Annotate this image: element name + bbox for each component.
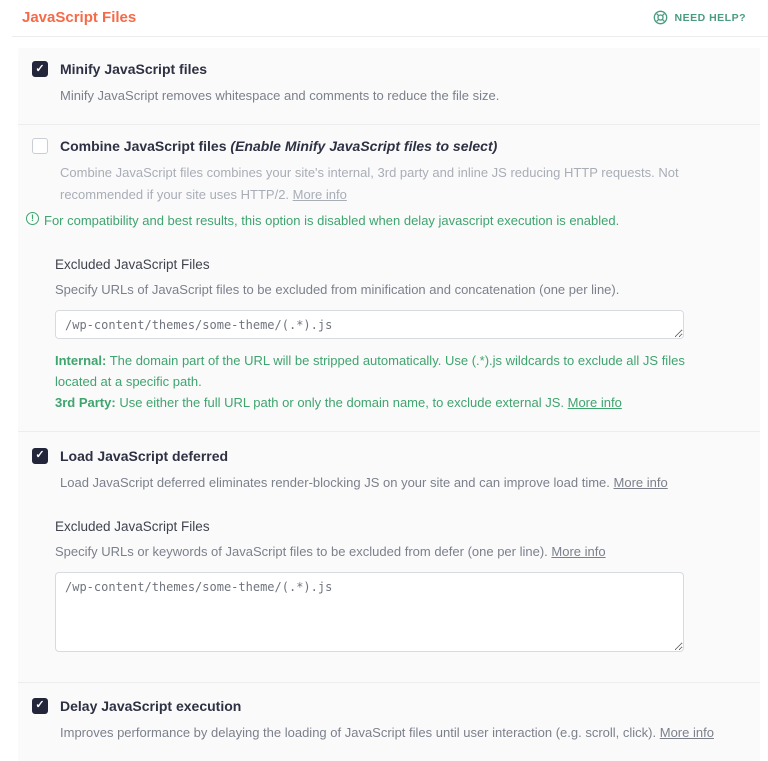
internal-hint — [55, 350, 727, 392]
delay-more-info-link[interactable]: More info — [659, 724, 714, 740]
combine-js-checkbox[interactable] — [32, 138, 48, 154]
defer-excluded-js-description — [55, 542, 744, 563]
combine-js-notice — [26, 211, 744, 231]
life-buoy-icon — [653, 10, 668, 25]
combine-js-description — [60, 162, 730, 205]
combine-js-section — [18, 125, 760, 431]
minify-excluded-js-block — [55, 257, 744, 413]
combine-js-label-text: Combine JavaScript files — [60, 138, 227, 155]
defer-js-label[interactable]: Load JavaScript deferred — [60, 447, 229, 464]
info-circle-icon: ! — [26, 212, 39, 225]
defer-excluded-js-description-text: Specify URLs or keywords of JavaScript files to be excluded from defer (one per line). — [55, 544, 548, 560]
combine-js-description-text: Combine JavaScript files combines your site's internal, 3rd party and inline JS reducing HTTP requests. Not recommended if your site uses HTTP/2. — [60, 165, 679, 202]
defer-js-description — [60, 472, 730, 493]
defer-excluded-js-label: Excluded JavaScript Files — [55, 519, 210, 535]
third-party-hint-label: 3rd Party: — [55, 394, 116, 410]
delay-js-section — [18, 683, 760, 761]
header-divider — [12, 36, 768, 37]
delay-js-label[interactable]: Delay JavaScript execution — [60, 697, 242, 714]
delay-js-description — [60, 722, 730, 743]
defer-js-checkbox[interactable]: ✓ — [32, 448, 48, 464]
combine-js-label-note: (Enable Minify JavaScript files to select) — [230, 138, 498, 155]
combine-js-label[interactable] — [60, 138, 497, 154]
internal-hint-text: The domain part of the URL will be stripped automatically. Use (.*).js wildcards to exclude all JS files located at a specific path. — [55, 352, 685, 389]
need-help-label: NEED HELP? — [674, 11, 746, 24]
delay-js-description-text: Improves performance by delaying the loading of JavaScript files until user interaction (e.g. scroll, click). — [60, 724, 657, 740]
internal-hint-label: Internal: — [55, 352, 107, 368]
minify-excluded-js-hints — [55, 350, 727, 413]
delay-js-checkbox[interactable]: ✓ — [32, 698, 48, 714]
excluded-js-more-info-link[interactable]: More info — [567, 394, 622, 410]
defer-js-section — [18, 432, 760, 683]
minify-js-label[interactable]: Minify JavaScript files — [60, 61, 208, 77]
defer-excluded-js-textarea[interactable] — [55, 572, 684, 652]
minify-js-section — [18, 48, 760, 125]
section-header — [0, 0, 768, 36]
defer-js-description-text: Load JavaScript deferred eliminates render-blocking JS on your site and can improve load time. — [60, 474, 610, 490]
need-help-button[interactable] — [653, 10, 746, 25]
combine-js-notice-text: For compatibility and best results, this option is disabled when delay javascript execution is enabled. — [44, 213, 620, 229]
minify-excluded-js-description: Specify URLs of JavaScript files to be excluded from minification and concatenation (one per line). — [55, 281, 620, 297]
third-party-hint-text: Use either the full URL path or only the domain name, to exclude external JS. — [119, 394, 564, 410]
minify-excluded-js-label: Excluded JavaScript Files — [55, 256, 210, 272]
third-party-hint — [55, 392, 727, 413]
minify-excluded-js-textarea[interactable] — [55, 310, 684, 339]
minify-js-description: Minify JavaScript removes whitespace and comments to reduce the file size. — [60, 88, 500, 103]
defer-excluded-js-block — [55, 519, 744, 652]
javascript-files-panel — [18, 48, 760, 761]
combine-more-info-link[interactable]: More info — [292, 186, 347, 202]
defer-excluded-more-info-link[interactable]: More info — [551, 544, 606, 560]
defer-more-info-link[interactable]: More info — [613, 474, 668, 490]
minify-js-checkbox[interactable]: ✓ — [32, 61, 48, 77]
page-title: JavaScript Files — [22, 9, 137, 26]
